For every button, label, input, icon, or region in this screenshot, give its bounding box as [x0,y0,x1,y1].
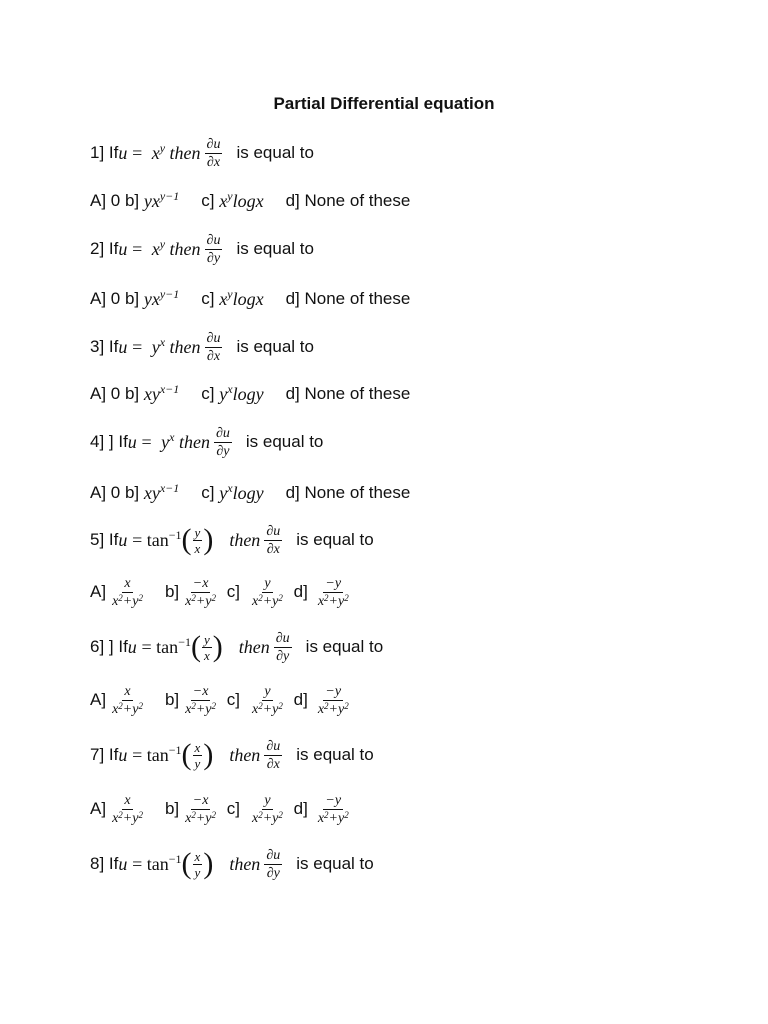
partial-fraction: $\frac{\partial u}{\partial y}$ [275,630,290,664]
partial-fraction: $\frac{\partial u}{\partial x}$ [266,523,281,557]
option-a: A] [90,799,107,818]
question-8-suffix: is equal to [296,854,374,873]
partial-fraction: $\frac{\partial u}{\partial y}$ [215,425,230,459]
options-3: A] 0 b] $xy^{x-1}$ c] $y^x\log y$ d] None of these [90,381,411,404]
question-8: 8] If u = $\tan^{-1}$ ( $\frac{x}{y}$ ) then $\frac{\partial u}{\partial y}$ is equal to [90,847,374,881]
partial-fraction: $\frac{\partial u}{\partial y}$ [266,847,281,881]
option-a-b: A] 0 b] [90,483,140,502]
options-7: A] $\frac{x}{x^2+y^2}$ b] $\frac{-x}{x^2+y^2}$ c] $\frac{y}{x^2+y^2}$ d] $\frac{-y}{x^2+y^2}$ [90,792,349,826]
question-4-prefix: 4] ] If [90,432,128,451]
question-5-suffix: is equal to [296,530,374,549]
option-a-b: A] 0 b] [90,191,140,210]
partial-fraction: $\frac{\partial u}{\partial x}$ [206,330,221,364]
question-3-prefix: 3] If [90,337,119,356]
option-b: b] [164,690,180,709]
option-b: b] [164,799,180,818]
question-3: 3] If u = $y^x$ then $\frac{\partial u}{\partial x}$ is equal to [90,330,314,364]
option-d: d] [293,690,308,709]
question-4: 4] ] If u = $y^x$ then $\frac{\partial u}{\partial y}$ is equal to [90,425,324,459]
option-b: b] [164,582,180,601]
question-1: 1] If u = $x^y$ then $\frac{\partial u}{\partial x}$ is equal to [90,136,314,170]
option-d: d] [293,582,308,601]
question-2-prefix: 2] If [90,239,119,258]
options-6: A] $\frac{x}{x^2+y^2}$ b] $\frac{-x}{x^2+y^2}$ c] $\frac{y}{x^2+y^2}$ d] $\frac{-y}{x^2+y^2}$ [90,683,349,717]
question-1-prefix: 1] If [90,143,119,162]
option-c: c] [226,690,240,709]
partial-fraction: $\frac{\partial u}{\partial x}$ [266,738,281,772]
option-a-b: A] 0 b] [90,384,140,403]
option-a-b: A] 0 b] [90,289,140,308]
partial-fraction: $\frac{\partial u}{\partial y}$ [206,232,221,266]
option-c: c] [201,384,215,403]
option-c: c] [226,799,240,818]
question-5-prefix: 5] If [90,530,119,549]
option-c: c] [201,289,215,308]
question-5: 5] If u = $\tan^{-1}$ ( $\frac{y}{x}$ ) then $\frac{\partial u}{\partial x}$ is equal to [90,523,374,557]
option-d: d] [293,799,308,818]
option-c: c] [201,483,215,502]
page-title: Partial Differential equation [273,94,495,113]
question-7: 7] If u = $\tan^{-1}$ ( $\frac{x}{y}$ ) then $\frac{\partial u}{\partial x}$ is equal to [90,738,374,772]
option-d: d] None of these [285,289,411,308]
option-d: d] None of these [285,384,411,403]
option-c: c] [226,582,240,601]
option-a: A] [90,582,107,601]
question-8-prefix: 8] If [90,854,119,873]
question-3-suffix: is equal to [236,337,314,356]
question-7-prefix: 7] If [90,745,119,764]
question-2: 2] If u = $x^y$ then $\frac{\partial u}{\partial y}$ is equal to [90,232,314,266]
options-2: A] 0 b] $yx^{y-1}$ c] $x^y\log x$ d] None of these [90,286,411,309]
question-7-suffix: is equal to [296,745,374,764]
question-2-suffix: is equal to [236,239,314,258]
options-5: A] $\frac{x}{x^2+y^2}$ b] $\frac{-x}{x^2+y^2}$ c] $\frac{y}{x^2+y^2}$ d] $\frac{-y}{x^2+y^2}$ [90,575,349,609]
question-6-suffix: is equal to [305,637,384,656]
question-4-suffix: is equal to [245,432,324,451]
question-6-prefix: 6] ] If [90,637,128,656]
option-d: d] None of these [285,191,411,210]
option-c: c] [201,191,215,210]
options-4: A] 0 b] $xy^{x-1}$ c] $y^x\log y$ d] None of these [90,480,411,503]
partial-fraction: $\frac{\partial u}{\partial x}$ [206,136,221,170]
question-6: 6] ] If u = $\tan^{-1}$ ( $\frac{y}{x}$ ) then $\frac{\partial u}{\partial y}$ is equal to [90,630,384,664]
option-a: A] [90,690,107,709]
options-1: A] 0 b] $yx^{y-1}$ c] $x^y\log x$ d] None of these [90,188,411,211]
question-1-suffix: is equal to [236,143,314,162]
option-d: d] None of these [285,483,411,502]
